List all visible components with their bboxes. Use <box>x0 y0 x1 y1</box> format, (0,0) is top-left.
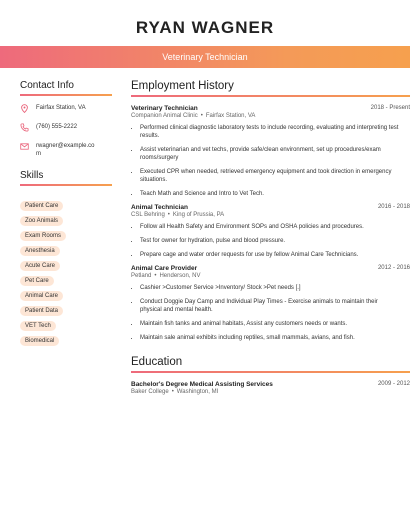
left-column <box>20 80 112 344</box>
job-company: Petland <box>131 273 152 279</box>
school-name: Baker College <box>131 389 169 395</box>
skill-tag: Animal Care <box>20 291 63 301</box>
job-location: Fairfax Station, VA <box>205 113 256 119</box>
job-bullet: • Cashier >Customer Service >Inventory/ Stock >Pet needs [.] <box>140 284 410 292</box>
job-title: Animal Technician <box>131 204 188 211</box>
job-entry: Animal Care Provider 2012 - 2016 Petland • Henderson, NV • Cashier >Customer Service >Inventory/ Stock >Pet needs [.] • Conduct Doggie Day Camp and Individual Play Times - Exercise animals to maintain their physical and mental health. • Maintain fish tanks and animal habitats, Assist any customers needs or wants. • Maintain sale animal exhibits including reptiles, small mammals, avians, and fish. <box>131 265 410 342</box>
job-entry: Veterinary Technician 2018 - Present Companion Animal Clinic • Fairfax Station, VA • Performed clinical diagnostic laboratory tests to include recording, evaluating and interpreting test results. • Assist veterinarian and vet techs, provide safe/clean environment, set up procedures/exam rooms/surgery • Executed CPR when needed, retrieved emergency equipment and took direction in emergency situations. • Teach Math and Science and Intro to Vet Tech. <box>131 105 410 198</box>
phone-text[interactable]: (760) 555-2222 <box>36 124 78 130</box>
job-bullet: • Assist veterinarian and vet techs, provide safe/clean environment, set up procedures/exam rooms/surgery <box>140 146 410 162</box>
skill-tag: Pet Care <box>20 276 54 286</box>
school-location: Washington, MI <box>176 389 219 395</box>
skills-section <box>20 170 112 344</box>
job-title: Animal Care Provider <box>131 265 198 272</box>
job-title: Veterinary Technician <box>131 105 198 112</box>
candidate-name: RYAN WAGNER <box>135 18 275 37</box>
job-location: King of Prussia, PA <box>172 212 225 218</box>
education-heading: Education <box>131 356 410 373</box>
job-company: CSL Behring <box>131 212 165 218</box>
location-text: Fairfax Station, VA <box>36 105 86 111</box>
job-dates: 2016 - 2018 <box>377 204 410 210</box>
job-bullet: • Executed CPR when needed, retrieved emergency equipment and took direction in emergency situations. <box>140 168 410 184</box>
contact-phone <box>20 123 112 132</box>
job-location: Henderson, NV <box>159 273 201 279</box>
skill-tag: Patient Data <box>20 306 63 316</box>
degree-title: Bachelor's Degree Medical Assisting Services <box>131 381 273 388</box>
employment-heading: Employment History <box>131 80 410 97</box>
contact-heading: Contact Info <box>20 80 112 96</box>
skills-heading: Skills <box>20 170 112 186</box>
job-bullet: • Prepare cage and water order requests for use by fellow Animal Care Technicians. <box>140 251 410 259</box>
job-title-banner: Veterinary Technician <box>0 46 410 68</box>
contact-location <box>20 104 112 113</box>
job-bullet: • Follow all Health Safety and Environment SOPs and OSHA policies and procedures. <box>140 223 410 231</box>
skill-tag: Biomedical <box>20 336 59 346</box>
phone-icon <box>20 123 29 132</box>
education-dates: 2009 - 2012 <box>377 381 410 387</box>
job-bullet: • Teach Math and Science and Intro to Vet Tech. <box>140 190 410 198</box>
job-bullet: • Performed clinical diagnostic laboratory tests to include recording, evaluating and interpreting test results. <box>140 124 410 140</box>
contact-email <box>20 142 112 158</box>
location-pin-icon <box>20 104 29 113</box>
skill-tag: Anesthesia <box>20 246 60 256</box>
skill-tag: VET Tech <box>20 321 56 331</box>
job-bullet: • Test for owner for hydration, pulse and blood pressure. <box>140 237 410 245</box>
right-column <box>131 80 410 395</box>
job-bullet: • Maintain sale animal exhibits including reptiles, small mammals, avians, and fish. <box>140 334 410 342</box>
job-bullet: • Maintain fish tanks and animal habitats, Assist any customers needs or wants. <box>140 320 410 328</box>
envelope-icon <box>20 142 29 151</box>
job-dates: 2018 - Present <box>370 105 410 111</box>
job-company: Companion Animal Clinic <box>131 113 198 119</box>
job-bullet: • Conduct Doggie Day Camp and Individual Play Times - Exercise animals to maintain their physical and mental health. <box>140 298 410 314</box>
email-text[interactable]: rwagner@example.co m <box>36 143 95 157</box>
skill-tag: Acute Care <box>20 261 60 271</box>
skill-tag: Exam Rooms <box>20 231 66 241</box>
skill-tag: Patient Care <box>20 201 63 211</box>
job-entry: Animal Technician 2016 - 2018 CSL Behring • King of Prussia, PA • Follow all Health Safety and Environment SOPs and OSHA policies and procedures. • Test for owner for hydration, pulse and blood pressure. • Prepare cage and water order requests for use by fellow Animal Care Technicians. <box>131 204 410 259</box>
job-dates: 2012 - 2016 <box>377 265 410 271</box>
skill-tag: Zoo Animals <box>20 216 63 226</box>
education-section: Education Bachelor's Degree Medical Assisting Services 2009 - 2012 Baker College • Washington, MI <box>131 356 410 395</box>
